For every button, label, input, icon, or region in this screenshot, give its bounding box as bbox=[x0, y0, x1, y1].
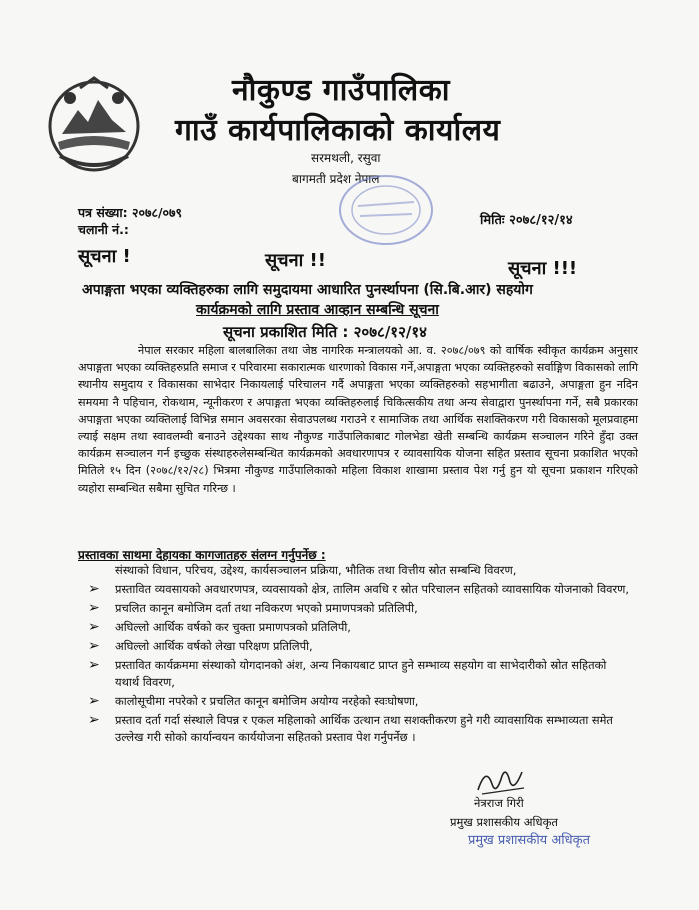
list-item: ➢ प्रस्तावित व्यवसायको अवधारणपत्र, व्यवसायको क्षेत्र, तालिम अवधि र स्रोत परिचालन सहितको व्यावसायिक योजनाको विवरण, bbox=[88, 581, 630, 597]
official-seal-title: प्रमुख प्रशासकीय अधिकृत bbox=[468, 833, 591, 848]
notice-title-line1: अपाङ्गता भएका व्यक्तिहरुका लागि समुदायमा आधारित पुनर्स्थापना (सि.बि.आर) सहयोग bbox=[82, 282, 533, 298]
office-title-line2: गाउँ कार्यपालिकाको कार्यालय bbox=[175, 113, 501, 148]
arrow-bullet-icon: ➢ bbox=[88, 619, 100, 635]
list-item: ➢ अघिल्लो आर्थिक वर्षको कर चुक्ता प्रमाणपत्रको प्रतिलिपी, bbox=[88, 619, 351, 635]
body-paragraph: नेपाल सरकार महिला बालबालिका तथा जेष्ठ नागरिक मन्त्रालयको आ. व. २०७८/०७९ को वार्षिक स्वीकृत कार्यक्रम अनुसार अपाङ्गता भएका व्यक्तिहरुप्रति समाज र परिवारमा सकारात्मक धारणाको विकास गर्ने,अपाङ्गता भएका व्यक्तिहरुको सर्वाङ्गिण विकासको लागि स्थानीय समुदाय र विकासका साभेदार निकायलाई परिचालन गर्दै अपाङ्गता भएका व्यक्तिहरुको सहभागीता बढाउने, अपाङ्गता हुन नदिन समयमा नै पहिचान, रोकथाम, न्यूनीकरण र अपाङ्गता भएका व्यक्तिहरुलाई चिकित्सकीय तथा अन्य सेवाद्वारा पुनर्स्थापना गर्ने, सबै प्रकारका अपाङ्गता भएका व्यक्तिलाई विभिन्न समान अवसरका सेवाउपलब्ध गराउने र सामाजिक तथा आर्थिक सशक्तिकरण गरी विकासको मूलप्रवाहमा ल्याई सक्षम तथा स्वावलम्वी बनाउने उद्देश्यका साथ नौकुण्ड गाउँपालिकाबाट गोलभेडा खेती सम्बन्धि कार्यक्रम सञ्चालन गरिने हुँदा उक्त कार्यक्रम सञ्चालन गर्न इच्छुक संस्थाहरुलेसम्बन्धित कार्यक्रमको अवधारणापत्र र व्यावसायिक योजना सहित प्रस्ताव सूचना प्रकाशित भएको मितिले १५ दिन (२०७८/१२/२८) भित्रमा नौकुण्ड गाउँपालिकाको महिला विकाश शाखामा प्रस्ताव पेश गर्नु हुन यो सूचना प्रकाशन गरिएको व्यहोरा सम्बन्धित सबैमा सुचित गरिन्छ । bbox=[78, 344, 638, 495]
notice-label-2: सूचना !! bbox=[265, 250, 326, 271]
arrow-bullet-icon: ➢ bbox=[88, 600, 100, 616]
documents-list bbox=[88, 562, 633, 746]
government-emblem-icon bbox=[40, 70, 148, 178]
letter-date: मितिः २०७८/१२/१४ bbox=[480, 213, 573, 228]
arrow-bullet-icon: ➢ bbox=[88, 638, 100, 654]
arrow-bullet-icon: ➢ bbox=[88, 693, 100, 709]
office-stamp-icon bbox=[332, 170, 440, 248]
list-item: ➢ अघिल्लो आर्थिक वर्षको लेखा परिक्षण प्रतिलिपी, bbox=[88, 638, 313, 654]
office-title-line1: नौकुण्ड गाउँपालिका bbox=[232, 73, 451, 108]
notice-label-3: सूचना !!! bbox=[508, 258, 578, 279]
office-address-line2: बागमती प्रदेश नेपाल bbox=[292, 172, 380, 186]
publish-date: सूचना प्रकाशित मिति : २०७८/१२/१४ bbox=[223, 323, 427, 341]
arrow-bullet-icon: ➢ bbox=[88, 657, 100, 673]
notice-title-line2: कार्यक्रमको लागि प्रस्ताव आव्हान सम्बन्धि सूचना bbox=[196, 302, 439, 318]
arrow-bullet-icon: ➢ bbox=[88, 581, 100, 597]
dispatch-number: चलानी नं.: bbox=[78, 222, 129, 237]
notice-label-1: सूचना ! bbox=[78, 246, 131, 267]
documents-intro: संस्थाको विधान, परिचय, उद्देश्य, कार्यसञ्चालन प्रक्रिया, भौतिक तथा वित्तीय स्रोत सम्बन्धि विवरण, bbox=[115, 563, 517, 577]
list-item: ➢ कालोसूचीमा नपरेको र प्रचलित कानून बमोजिम अयोग्य नरहेको स्वःघोषणा, bbox=[88, 693, 419, 709]
list-item: ➢ प्रस्ताव दर्ता गर्दा संस्थाले विपन्न र एकल महिलाको आर्थिक उत्थान तथा सशक्तीकरण हुने गरी व्यावसायिक सम्भाव्यता समेत उल्लेख गरी सोको कार्यान्वयन कार्ययोजना सहितको प्रस्ताव पेश गर्नुपर्नेछ । bbox=[88, 712, 613, 744]
signatory-name: नेत्रराज गिरी bbox=[474, 796, 524, 810]
letter-meta bbox=[78, 204, 182, 238]
list-item: ➢ प्रस्तावित कार्यक्रममा संस्थाको योगदानको अंश, अन्य निकायबाट प्राप्त हुने सम्भाव्य सहयोग वा साभेदारीको स्रोत सहितको यथार्थ विवरण, bbox=[88, 657, 607, 689]
signatory-title: प्रमुख प्रशासकीय अधिकृत bbox=[450, 815, 558, 829]
office-address-line1: सरमथली, रसुवा bbox=[311, 151, 381, 165]
documents-heading: प्रस्तावका साथमा देहायका कागजातहरु संलग्न गर्नुपर्नेछ : bbox=[78, 548, 326, 562]
list-item: ➢ प्रचलित कानून बमोजिम दर्ता तथा नविकरण भएको प्रमाणपत्रको प्रतिलिपी, bbox=[88, 600, 418, 616]
arrow-bullet-icon: ➢ bbox=[88, 712, 100, 728]
letter-number: पत्र संख्या: २०७८/०७९ bbox=[78, 205, 183, 220]
notice-body bbox=[78, 342, 638, 497]
